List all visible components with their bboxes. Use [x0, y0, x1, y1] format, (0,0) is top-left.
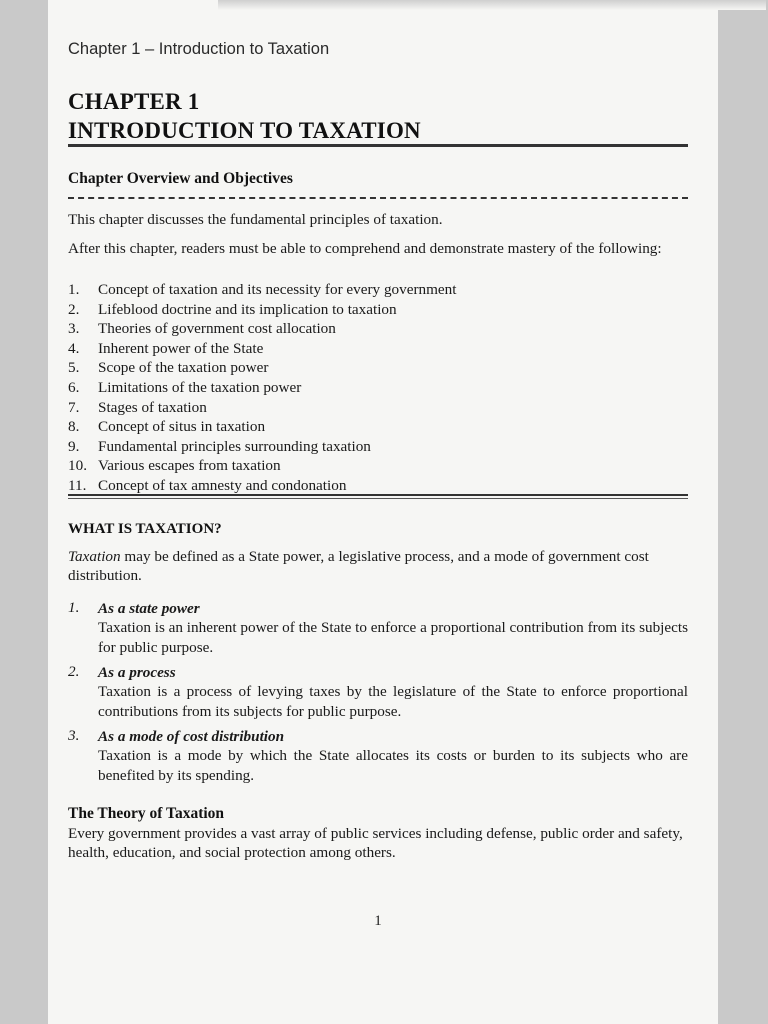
objectives-rule-inner — [68, 498, 688, 499]
definition-title: As a state power — [98, 600, 200, 617]
objectives-list — [68, 280, 668, 496]
list-item: 1. Concept of taxation and its necessity for every government — [68, 281, 457, 298]
list-item: 5. Scope of the taxation power — [68, 359, 269, 377]
definition-process: 2. As a process Taxation is a process of levying taxes by the legislature of the State to enforce proportional contributions from its subjects for public purpose. — [68, 663, 688, 720]
overview-heading: Chapter Overview and Objectives — [68, 170, 293, 187]
theory-heading: The Theory of Taxation — [68, 805, 225, 822]
list-item: 3. Theories of government cost allocation — [68, 320, 336, 338]
list-item: 6. Limitations of the taxation power — [68, 378, 302, 396]
overview-intro: This chapter discusses the fundamental principles of taxation. — [68, 211, 443, 228]
taxation-definition: Taxation may be defined as a State power, a legislative process, and a mode of government cost distribution. — [68, 548, 649, 584]
definition-body: Taxation is an inherent power of the State to enforce a proportional contribution from its subjects for public purpose. — [98, 619, 688, 656]
definition-state-power: 1. As a state power Taxation is an inherent power of the State to enforce a proportional contribution from its subjects for public purpose. — [68, 599, 688, 656]
running-header: Chapter 1 – Introduction to Taxation — [68, 40, 330, 58]
overview-dashed-rule — [68, 197, 688, 199]
list-item: 8. Concept of situs in taxation — [68, 418, 266, 436]
list-item: 4. Inherent power of the State — [68, 339, 264, 357]
definition-body: Taxation is a process of levying taxes by the legislature of the State to enforce proportional contributions from its subjects for public purpose. — [98, 683, 688, 720]
title-rule — [68, 144, 688, 147]
definition-title: As a process — [98, 664, 176, 681]
list-item: 2. Lifeblood doctrine and its implication to taxation — [68, 300, 397, 318]
page-number: 1 — [374, 913, 382, 929]
overview-lead: After this chapter, readers must be able to comprehend and demonstrate mastery of the following: — [68, 240, 662, 257]
theory-body: Every government provides a vast array of public services including defense, public order and safety, health, education, and social protection among others. — [68, 825, 683, 861]
list-item: 9. Fundamental principles surrounding taxation — [68, 437, 371, 455]
list-item: 10. Various escapes from taxation — [68, 457, 281, 475]
chapter-title-number: CHAPTER 1 — [68, 89, 200, 114]
scan-shadow — [218, 0, 766, 10]
definition-cost-distribution: 3. As a mode of cost distribution Taxation is a mode by which the State allocates its costs or burden to its subjects who are benefited by its spending. — [68, 727, 688, 784]
what-is-taxation-heading: WHAT IS TAXATION? — [68, 521, 222, 537]
document-page — [48, 0, 718, 1024]
definition-body: Taxation is a mode by which the State allocates its costs or burden to its subjects who are benefited by its spending. — [98, 747, 688, 784]
list-item: 7. Stages of taxation — [68, 398, 207, 416]
list-item: 11. Concept of tax amnesty and condonation — [68, 476, 347, 494]
taxation-term: Taxation — [68, 548, 121, 565]
chapter-title-name: INTRODUCTION TO TAXATION — [68, 118, 421, 143]
chapter-title — [68, 87, 421, 145]
objectives-rule — [68, 494, 688, 496]
definition-title: As a mode of cost distribution — [98, 728, 285, 745]
